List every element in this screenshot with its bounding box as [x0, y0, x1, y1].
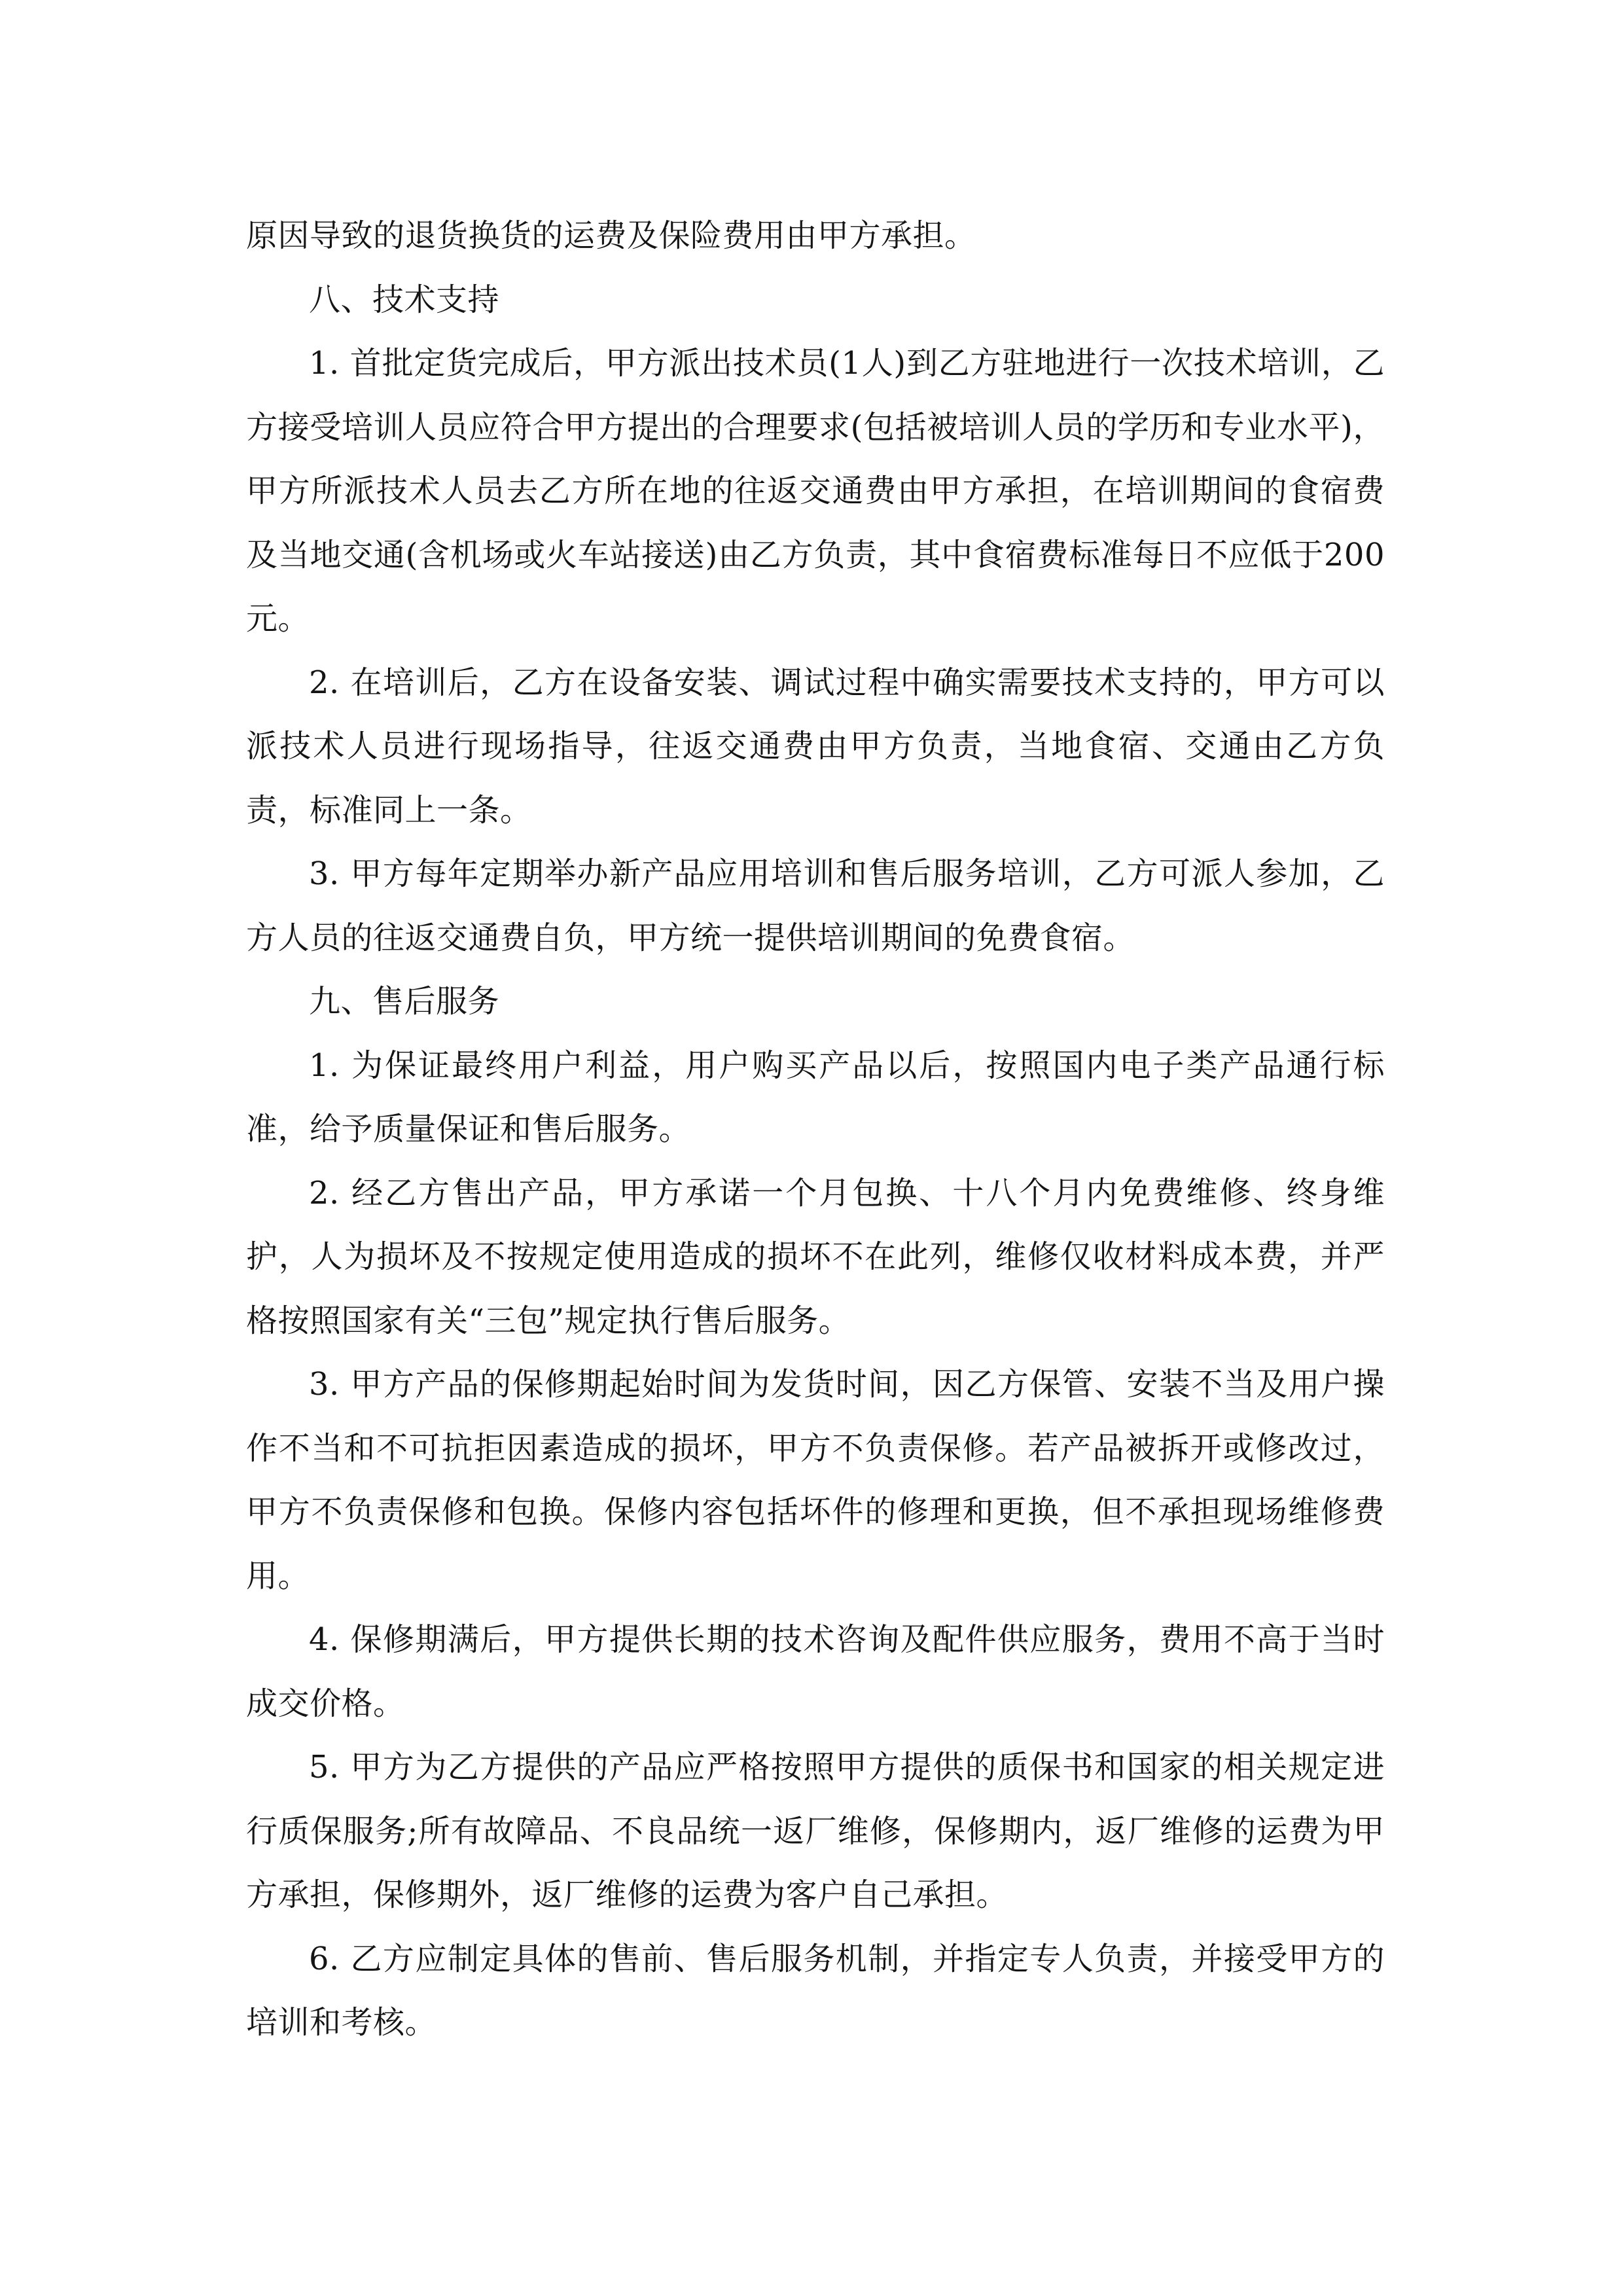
after-sales-item-6: 6. 乙方应制定具体的售前、售后服务机制，并指定专人负责，并接受甲方的培训和考核。 [246, 1940, 1385, 2041]
after-sales-item-1: 1. 为保证最终用户利益，用户购买产品以后，按照国内电子类产品通行标准，给予质量保证和售后服务。 [246, 1047, 1385, 1147]
after-sales-item-3: 3. 甲方产品的保修期起始时间为发货时间，因乙方保管、安装不当及用户操作不当和不可抗拒因素造成的损坏，甲方不负责保修。若产品被拆开或修改过，甲方不负责保修和包换。保修内容包括坏件的修理和更换，但不承担现场维修费用。 [246, 1366, 1385, 1594]
tech-support-item-2: 2. 在培训后，乙方在设备安装、调试过程中确实需要技术支持的，甲方可以派技术人员进行现场指导，往返交通费由甲方负责，当地食宿、交通由乙方负责，标准同上一条。 [246, 664, 1385, 829]
paragraph-continuation: 原因导致的退货换货的运费及保险费用由甲方承担。 [246, 217, 976, 254]
section-heading-tech-support: 八、技术支持 [309, 281, 500, 318]
tech-support-item-3: 3. 甲方每年定期举办新产品应用培训和售后服务培训，乙方可派人参加，乙方人员的往返交通费自负，甲方统一提供培训期间的免费食宿。 [246, 855, 1385, 956]
after-sales-item-2: 2. 经乙方售出产品，甲方承诺一个月包换、十八个月内免费维修、终身维护，人为损坏及不按规定使用造成的损坏不在此列，维修仅收材料成本费，并严格按照国家有关“三包”规定执行售后服务。 [246, 1174, 1385, 1339]
after-sales-item-4: 4. 保修期满后，甲方提供长期的技术咨询及配件供应服务，费用不高于当时成交价格。 [246, 1621, 1385, 1722]
section-heading-after-sales: 九、售后服务 [309, 983, 500, 1020]
tech-support-item-1: 1. 首批定货完成后，甲方派出技术员(1人)到乙方驻地进行一次技术培训，乙方接受培训人员应符合甲方提出的合理要求(包括被培训人员的学历和专业水平)，甲方所派技术人员去乙方所在地的往返交通费由甲方承担，在培训期间的食宿费及当地交通(含机场或火车站接送)由乙方负责，其中食宿费标准每日不应低于200元。 [246, 345, 1385, 637]
document-body [246, 204, 1385, 2055]
after-sales-item-5: 5. 甲方为乙方提供的产品应严格按照甲方提供的质保书和国家的相关规定进行质保服务;所有故障品、不良品统一返厂维修，保修期内，返厂维修的运费为甲方承担，保修期外，返厂维修的运费为客户自己承担。 [246, 1749, 1385, 1913]
